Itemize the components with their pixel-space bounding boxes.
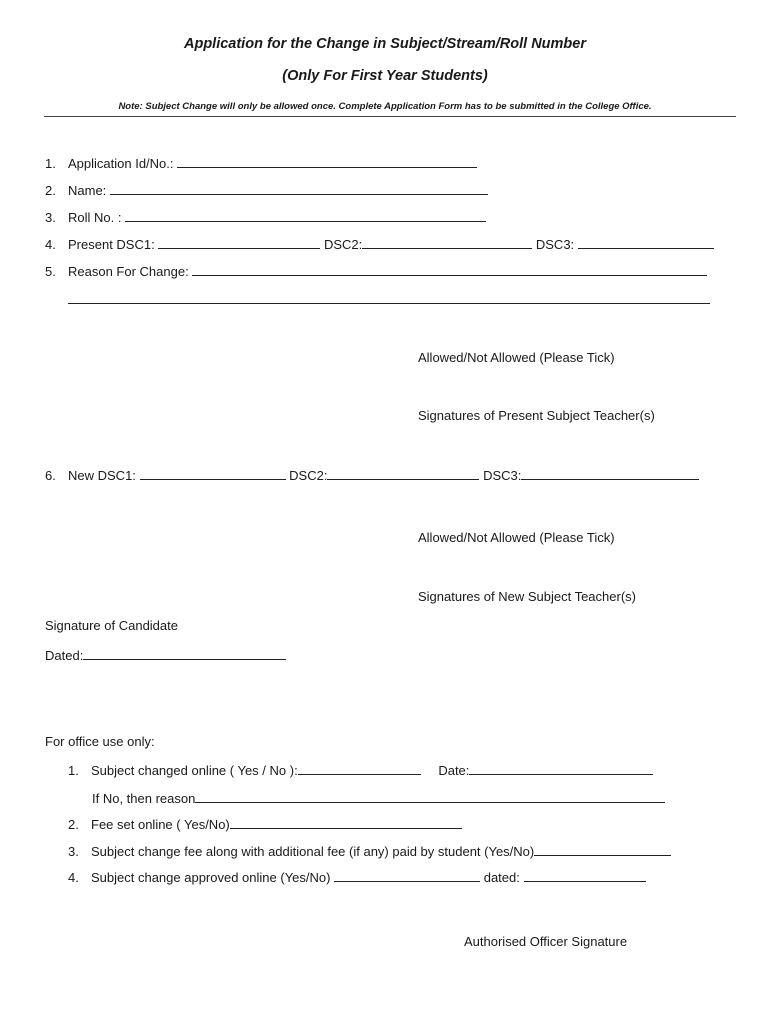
new-dsc2-label: DSC2: — [289, 468, 328, 483]
office-item-4: 4. Subject change approved online (Yes/No) dated: — [68, 869, 646, 885]
if-no-reason-label: If No, then reason — [92, 791, 196, 806]
new-dsc1-blank[interactable] — [140, 467, 286, 480]
present-dsc3-label: DSC3: — [535, 237, 575, 252]
changed-online-blank[interactable] — [298, 762, 421, 775]
present-dsc2-label: DSC2: — [323, 237, 363, 252]
present-dsc1-label: Present DSC1: — [68, 237, 155, 252]
field-present-dsc: 4. Present DSC1: DSC2: DSC3: — [45, 236, 714, 252]
authorised-officer-signature-label: Authorised Officer Signature — [464, 934, 628, 949]
roll-no-blank[interactable] — [125, 209, 486, 222]
field-application-id: 1. Application Id/No.: — [45, 155, 477, 171]
present-teacher-signature-label: Signatures of Present Subject Teacher(s) — [418, 408, 655, 423]
reason-blank-1[interactable] — [192, 263, 707, 276]
office-item-1: 1. Subject changed online ( Yes / No ): Date: — [68, 762, 653, 778]
office-item-1-reason — [92, 790, 665, 806]
form-note: Note: Subject Change will only be allowed once. Complete Application Form has to be submitted in the College Office. — [118, 101, 652, 112]
approved-dated-label: dated: — [483, 870, 520, 885]
changed-online-date-blank[interactable] — [469, 762, 653, 775]
dated-blank[interactable] — [83, 647, 286, 660]
new-dsc3-label: DSC3: — [483, 468, 522, 483]
fee-paid-blank[interactable] — [534, 843, 671, 856]
allowed-status-present: Allowed/Not Allowed (Please Tick) — [418, 350, 615, 365]
approved-dated-blank[interactable] — [524, 869, 646, 882]
application-id-label: Application Id/No.: — [68, 156, 174, 171]
new-teacher-signature-label: Signatures of New Subject Teacher(s) — [418, 589, 636, 604]
header-divider — [44, 116, 736, 117]
new-dsc2-blank[interactable] — [327, 467, 479, 480]
dated-label: Dated: — [45, 648, 84, 663]
roll-no-label: Roll No. : — [68, 210, 122, 225]
allowed-status-new: Allowed/Not Allowed (Please Tick) — [418, 530, 615, 545]
approved-online-label: Subject change approved online (Yes/No) — [91, 870, 331, 885]
present-dsc3-blank[interactable] — [578, 236, 714, 249]
field-reason: 5. Reason For Change: — [45, 263, 707, 279]
field-dated — [45, 647, 286, 663]
reason-blank-2[interactable] — [68, 303, 710, 304]
field-name: 2. Name: — [45, 182, 488, 198]
present-dsc2-blank[interactable] — [362, 236, 532, 249]
new-dsc3-blank[interactable] — [521, 467, 699, 480]
fee-set-online-label: Fee set online ( Yes/No) — [91, 817, 230, 832]
fee-paid-label: Subject change fee along with additional fee (if any) paid by student (Yes/No) — [91, 844, 535, 859]
name-label: Name: — [68, 183, 107, 198]
if-no-reason-blank[interactable] — [195, 790, 665, 803]
new-dsc1-label: New DSC1: — [68, 468, 136, 483]
application-id-blank[interactable] — [177, 155, 477, 168]
field-roll-no: 3. Roll No. : — [45, 209, 486, 225]
form-subtitle: (Only For First Year Students) — [282, 68, 488, 84]
fee-set-online-blank[interactable] — [230, 816, 462, 829]
reason-label: Reason For Change: — [68, 264, 189, 279]
changed-online-label: Subject changed online ( Yes / No ): — [91, 763, 298, 778]
form-title: Application for the Change in Subject/Stream/Roll Number — [183, 36, 586, 52]
name-blank[interactable] — [110, 182, 488, 195]
candidate-signature-label: Signature of Candidate — [45, 618, 178, 633]
approved-online-blank[interactable] — [334, 869, 480, 882]
office-use-heading: For office use only: — [45, 734, 155, 749]
field-new-dsc: 6. New DSC1: DSC2: DSC3: — [45, 467, 699, 483]
changed-online-date-label: Date: — [438, 763, 470, 778]
office-item-3: 3. Subject change fee along with additional fee (if any) paid by student (Yes/No) — [68, 843, 671, 859]
present-dsc1-blank[interactable] — [158, 236, 320, 249]
office-item-2: 2. Fee set online ( Yes/No) — [68, 816, 462, 832]
